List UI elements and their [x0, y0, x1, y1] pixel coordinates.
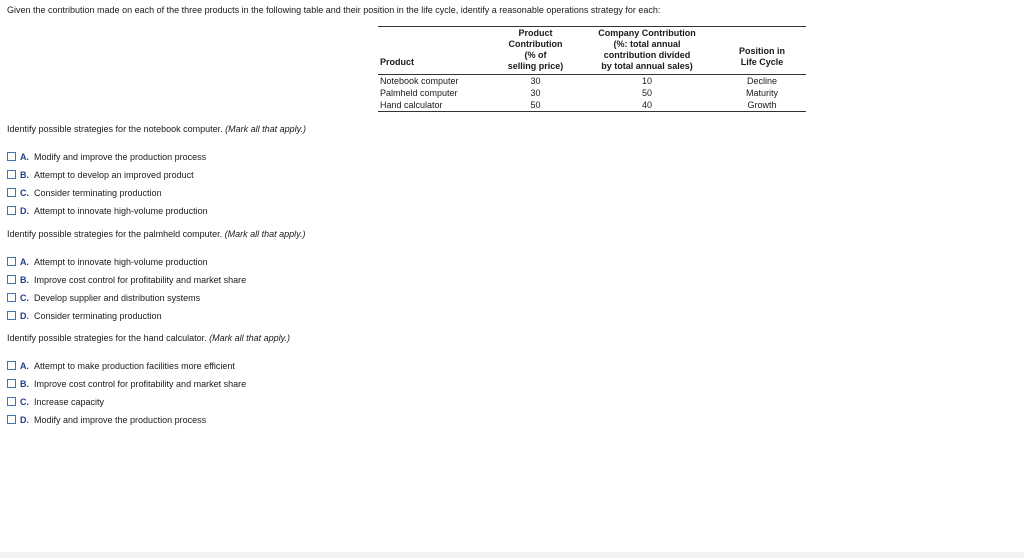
checkbox[interactable]: [7, 397, 16, 406]
cell-life-cycle: Maturity: [745, 88, 778, 98]
checkbox[interactable]: [7, 188, 16, 197]
option-palmheld-b[interactable]: B. Improve cost control for profitability and market share: [7, 274, 246, 286]
table-row: [378, 99, 806, 112]
cell-contribution: 50: [530, 100, 541, 110]
header-product-contribution: Product Contribution (% of selling price): [507, 28, 564, 71]
checkbox[interactable]: [7, 257, 16, 266]
table-header: [378, 27, 806, 75]
cell-contribution: 30: [530, 76, 541, 86]
question-calculator-prompt: Identify possible strategies for the hand calculator. (Mark all that apply.): [7, 333, 290, 343]
option-notebook-c[interactable]: C. Consider terminating production: [7, 187, 162, 199]
cell-company-contribution: 40: [641, 100, 652, 110]
question-notebook-prompt: Identify possible strategies for the notebook computer. (Mark all that apply.): [7, 124, 307, 134]
header-product: Product: [380, 57, 415, 67]
table-row: [378, 87, 806, 99]
checkbox[interactable]: [7, 152, 16, 161]
option-palmheld-a[interactable]: A. Attempt to innovate high-volume production: [7, 256, 208, 268]
question-palmheld-prompt: Identify possible strategies for the palmheld computer. (Mark all that apply.): [7, 229, 306, 239]
bottom-divider: [0, 552, 1024, 558]
option-notebook-d[interactable]: D. Attempt to innovate high-volume production: [7, 205, 208, 217]
table-row: [378, 75, 806, 87]
checkbox[interactable]: [7, 311, 16, 320]
option-palmheld-c[interactable]: C. Develop supplier and distribution systems: [7, 292, 200, 304]
option-calculator-a[interactable]: A. Attempt to make production facilities more efficient: [7, 360, 235, 372]
option-calculator-c[interactable]: C. Increase capacity: [7, 396, 104, 408]
option-calculator-b[interactable]: B. Improve cost control for profitability and market share: [7, 378, 246, 390]
option-calculator-d[interactable]: D. Modify and improve the production process: [7, 414, 206, 426]
option-notebook-b[interactable]: B. Attempt to develop an improved product: [7, 169, 194, 181]
checkbox[interactable]: [7, 293, 16, 302]
checkbox[interactable]: [7, 379, 16, 388]
cell-product: Hand calculator: [380, 100, 443, 110]
checkbox[interactable]: [7, 206, 16, 215]
question-intro: Given the contribution made on each of the three products in the following table and their position in the life cycle, identify a reasonable operations strategy for each:: [7, 5, 661, 15]
option-notebook-a[interactable]: A. Modify and improve the production process: [7, 151, 206, 163]
header-life-cycle: Position in Life Cycle: [739, 46, 785, 67]
cell-life-cycle: Growth: [747, 100, 777, 110]
cell-product: Palmheld computer: [380, 88, 458, 98]
cell-contribution: 30: [530, 88, 541, 98]
header-company-contribution: Company Contribution (%: total annual contribution divided by total annual sales): [598, 28, 696, 71]
checkbox[interactable]: [7, 361, 16, 370]
cell-company-contribution: 10: [641, 76, 652, 86]
cell-company-contribution: 50: [641, 88, 652, 98]
checkbox[interactable]: [7, 415, 16, 424]
checkbox[interactable]: [7, 170, 16, 179]
checkbox[interactable]: [7, 275, 16, 284]
cell-life-cycle: Decline: [746, 76, 777, 86]
option-palmheld-d[interactable]: D. Consider terminating production: [7, 310, 162, 322]
product-table: [378, 26, 806, 112]
cell-product: Notebook computer: [380, 76, 459, 86]
